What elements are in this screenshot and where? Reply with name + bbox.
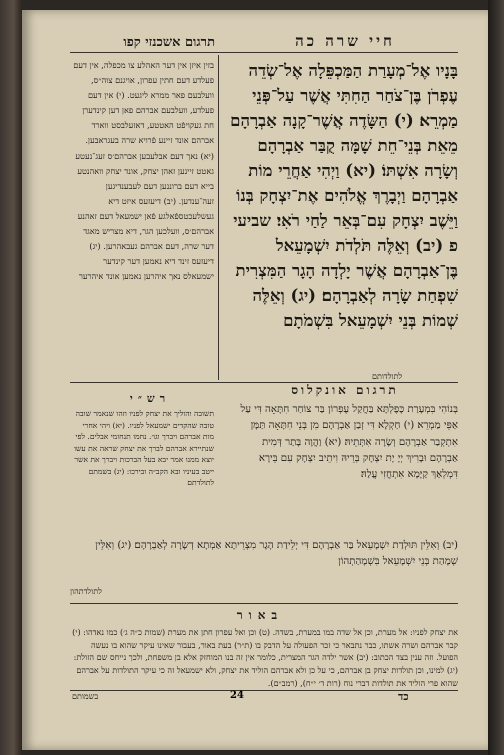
header-left-title: תרגום אשכנזי קפו <box>123 35 215 50</box>
onkelos-title: תרגום אונקלוס <box>291 383 399 397</box>
rashi-title: רש״י <box>129 392 171 405</box>
page-number: 24 <box>230 690 244 701</box>
rashi-commentary: תשובה והוליך את יצחק לפניו וזהו שנאמר שובה טובה שהקדים ישמעאל לפניו. (יא) ויהי אחרי מות אברהם ויברך וגו׳. נחמו תנחומי אבלים. לפי שנתיירא אברהם לברך את יצחק שראה את עשו יוצא ממנו אמר יבא בעל הברכות ויברך את אשר ייטב בעיניו ובא הקב״ה ובירכו: (יג) בשמתם לתולדתם <box>74 409 214 487</box>
biur-rule <box>70 603 458 604</box>
signature-mark: כד <box>398 690 409 703</box>
catchword-biur: בשמותם <box>72 692 99 701</box>
book-spine <box>0 0 22 755</box>
onkelos-text: בְּנוֹהִי בִּמְעָרַת כָּפֶלְתָּא בַּחֲקַל עֶפְרוֹן בַּר צוֹחַר חִתָּאָה דִּי עַל אַפֵּי מַמְרֵא׃ (י) חַקְלָא דִּי זְבַן אַבְרָהָם מִן בְּנֵי חִתָּאָה תַּמָּן אִתְקְבַר אַבְרָהָם וְשָׂרָה אִתְּתֵיהּ׃ (יא) וַהֲוָה בָּתַר דְּמִית אַבְרָהָם וּבָרִיךְ יְיָ יָת יִצְחָק בְּרֵיהּ וִיתֵיב יִצְחָק עִם בֵּירָא דִּמְלְאַךְ קַיָּמָא אִתְחֲזִי עֲלַהּ׃ <box>240 404 458 481</box>
header-right-title: חיי שרה כה <box>295 32 395 50</box>
catchword-onkelos: לתולדתהון <box>70 587 102 596</box>
targum-yiddish-column: בזין איזן אין דער האהלע צו מכפלה, אין דעם פעלדע דעם חתין עפרון, אויגנם צוה״ס, וועלבעם פאר ממרא ליגעט. (י) אין דעם פעלדע, וועלבעם אברהם פאן דען קינדערן חת געקויפֿט האטטע, דאזעלבסט ווארד אברהם אונד זיינע פֿרויא שרה בעגראבען. (יא) נאך דעם אבלעבען אברהם׳ס זעג־נעטע גאטט זיינען זאהן יצחק, אונד יצחק וואהנטע בייא דעם ברוננען דעם לעבענדיגען זעה־ענדען. (יב) דיעזעס איזט דיא געשלעכטספֿאלגע פֿאן ישמעאל דעם זאהנע אברהם׳ס, וועלכען הגר, דיא מצריש מאגד דער שרה, דעם אברהם געבאהרען. (יג) דיעזעס זינד דיא נאמען דער קינדער ישמעאלס נאך איהרען נאמען אונד איהרער <box>73 60 214 282</box>
header-rule <box>70 52 458 53</box>
column-divider <box>218 55 219 380</box>
page-edge-shadow <box>488 0 504 755</box>
catchword-main: לתולדותם <box>372 372 403 381</box>
onkelos-text-wide: (יב) וְאִלֵּין תּוּלְדַת יִשְׁמָעֵאל בַּר אַבְרָהָם דִּי יְלֵידַת הָגָר מִצְרֵיתָא אַמְתָא דְשָׂרָה לְאַבְרָהָם׃ (יג) וְאִלֵּין שְׁמָהַת בְּנֵי יִשְׁמָעֵאל בִּשְׁמָהַתְהוֹן <box>95 540 458 568</box>
biur-commentary: את יצחק לפניו: אל מערת, וכן אל שדה במו במערת, בשדה. (ט) וכן ואל עפרון חתן את מערת (שמות כ״ה ג׳) כמו נאדהו: (י) קבר אברהם ושרה אשתו, כבר נתבאר כי זכר הפעולה על הדבק בו (ת״ר) בעת באור, בעבור שאינו עיקר שהוא בו נעשה הפועל. וזה ענין בצד הכתוב: (יב) אשר ילדה הגר המצרית, כלומר אין זה בנו המוחזק אלא בן משפחת, ולכך נייחס שם הזולת: (יג) למינו, וכן תולדות יצחק בן אברהם, כי על כן ולא אברהם הוליד את יצחק, ולא ישמעאל זה כי עיקר התולדות על אברהם שהוא פרי הוליד את תולדות דברי נוח (רות ד׳ י״ח), (רמב״ם). <box>72 627 458 688</box>
torah-text-column: בָּנָיו אֶל־מְעָרַת הַמַּכְפֵּלָה אֶל־שְׂדֵה עֶפְרֹן בֶּן־צֹחַר הַחִתִּי אֲשֶׁר עַל־פְּנֵי מַמְרֵא׃ (י) הַשָּׂדֶה אֲשֶׁר־קָנָה אַבְרָהָם מֵאֵת בְּנֵי־חֵת שָׁמָּה קֻבַּר אַבְרָהָם וְשָׂרָה אִשְׁתּוֹ׃ (יא) וַיְהִי אַחֲרֵי מוֹת אַבְרָהָם וַיְבָרֶךְ אֱלֹהִים אֶת־יִצְחָק בְּנוֹ וַיֵּשֶׁב יִצְחָק עִם־בְּאֵר לַחַי רֹאִי׃ שביעי פ (יב) וְאֵלֶּה תֹּלְדֹת יִשְׁמָעֵאל בֶּן־אַבְרָהָם אֲשֶׁר יָלְדָה הָגָר הַמִּצְרִית שִׁפְחַת שָׂרָה לְאַבְרָהָם׃ (יג) וְאֵלֶּה שְׁמוֹת בְּנֵי יִשְׁמָעֵאל בִּשְׁמֹתָם <box>230 60 458 330</box>
biur-title: באור <box>236 608 284 622</box>
